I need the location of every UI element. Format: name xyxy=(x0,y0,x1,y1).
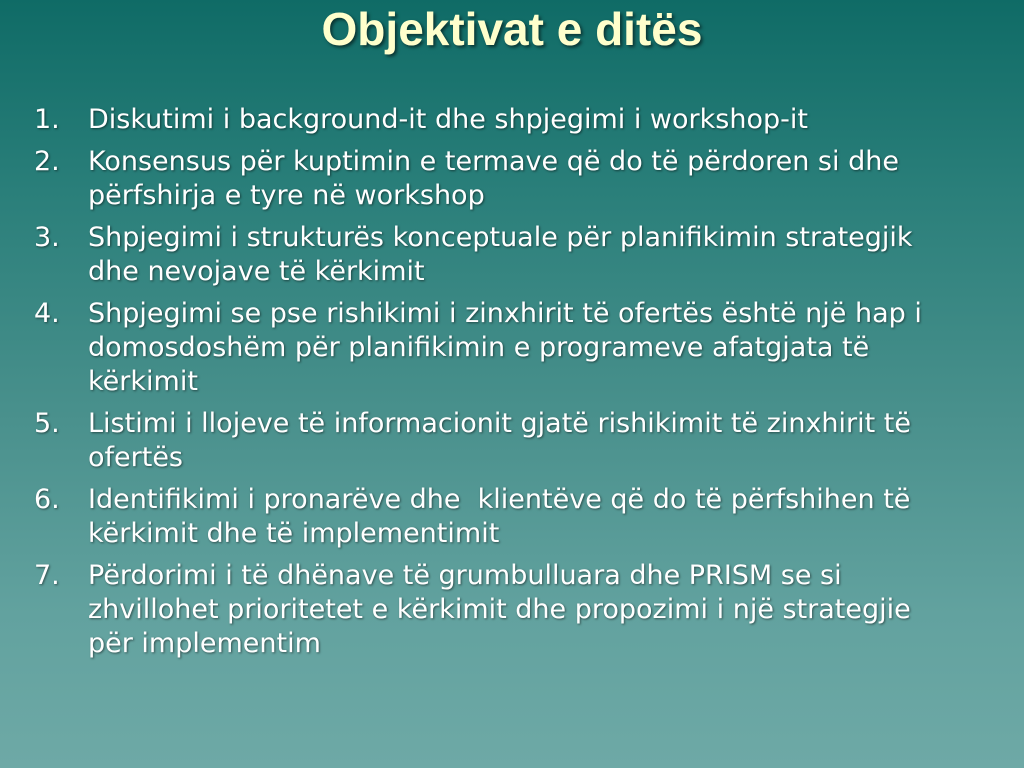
item-text: Identifikimi i pronarëve dhe klientëve që do të përfshihen të kërkimit dhe të implementimit xyxy=(88,484,919,549)
item-number: 3. xyxy=(34,222,60,253)
list-item xyxy=(34,103,934,137)
item-text: Listimi i llojeve të informacionit gjatë rishikimit të zinxhirit të ofertës xyxy=(88,408,920,473)
list-item xyxy=(34,221,934,289)
item-number: 5. xyxy=(34,408,60,439)
item-number: 6. xyxy=(34,484,60,515)
item-number: 7. xyxy=(34,560,60,591)
list-item xyxy=(34,407,934,475)
item-text: Shpjegimi se pse rishikimi i zinxhirit të ofertës është një hap i domosdoshëm për planifikimin e programeve afatgjata të kërkimit xyxy=(88,298,931,397)
list-item xyxy=(34,297,934,399)
item-number: 2. xyxy=(34,146,60,177)
item-text: Shpjegimi i strukturës konceptuale për planifikimin strategjik dhe nevojave të kërkimit xyxy=(88,222,922,287)
item-text: Konsensus për kuptimin e termave që do të përdoren si dhe përfshirja e tyre në workshop xyxy=(88,146,908,211)
item-text: Përdorimi i të dhënave të grumbulluara dhe PRISM se si zhvillohet prioritetet e kërkimit dhe propozimi i një strategjie për implementim xyxy=(88,560,920,659)
item-number: 1. xyxy=(34,104,60,135)
objectives-list xyxy=(34,103,934,669)
slide-title: Objektivat e ditës xyxy=(321,3,703,55)
list-item xyxy=(34,559,934,661)
item-text: Diskutimi i background-it dhe shpjegimi i workshop-it xyxy=(88,104,808,135)
item-number: 4. xyxy=(34,298,60,329)
list-item xyxy=(34,145,934,213)
list-item xyxy=(34,483,934,551)
